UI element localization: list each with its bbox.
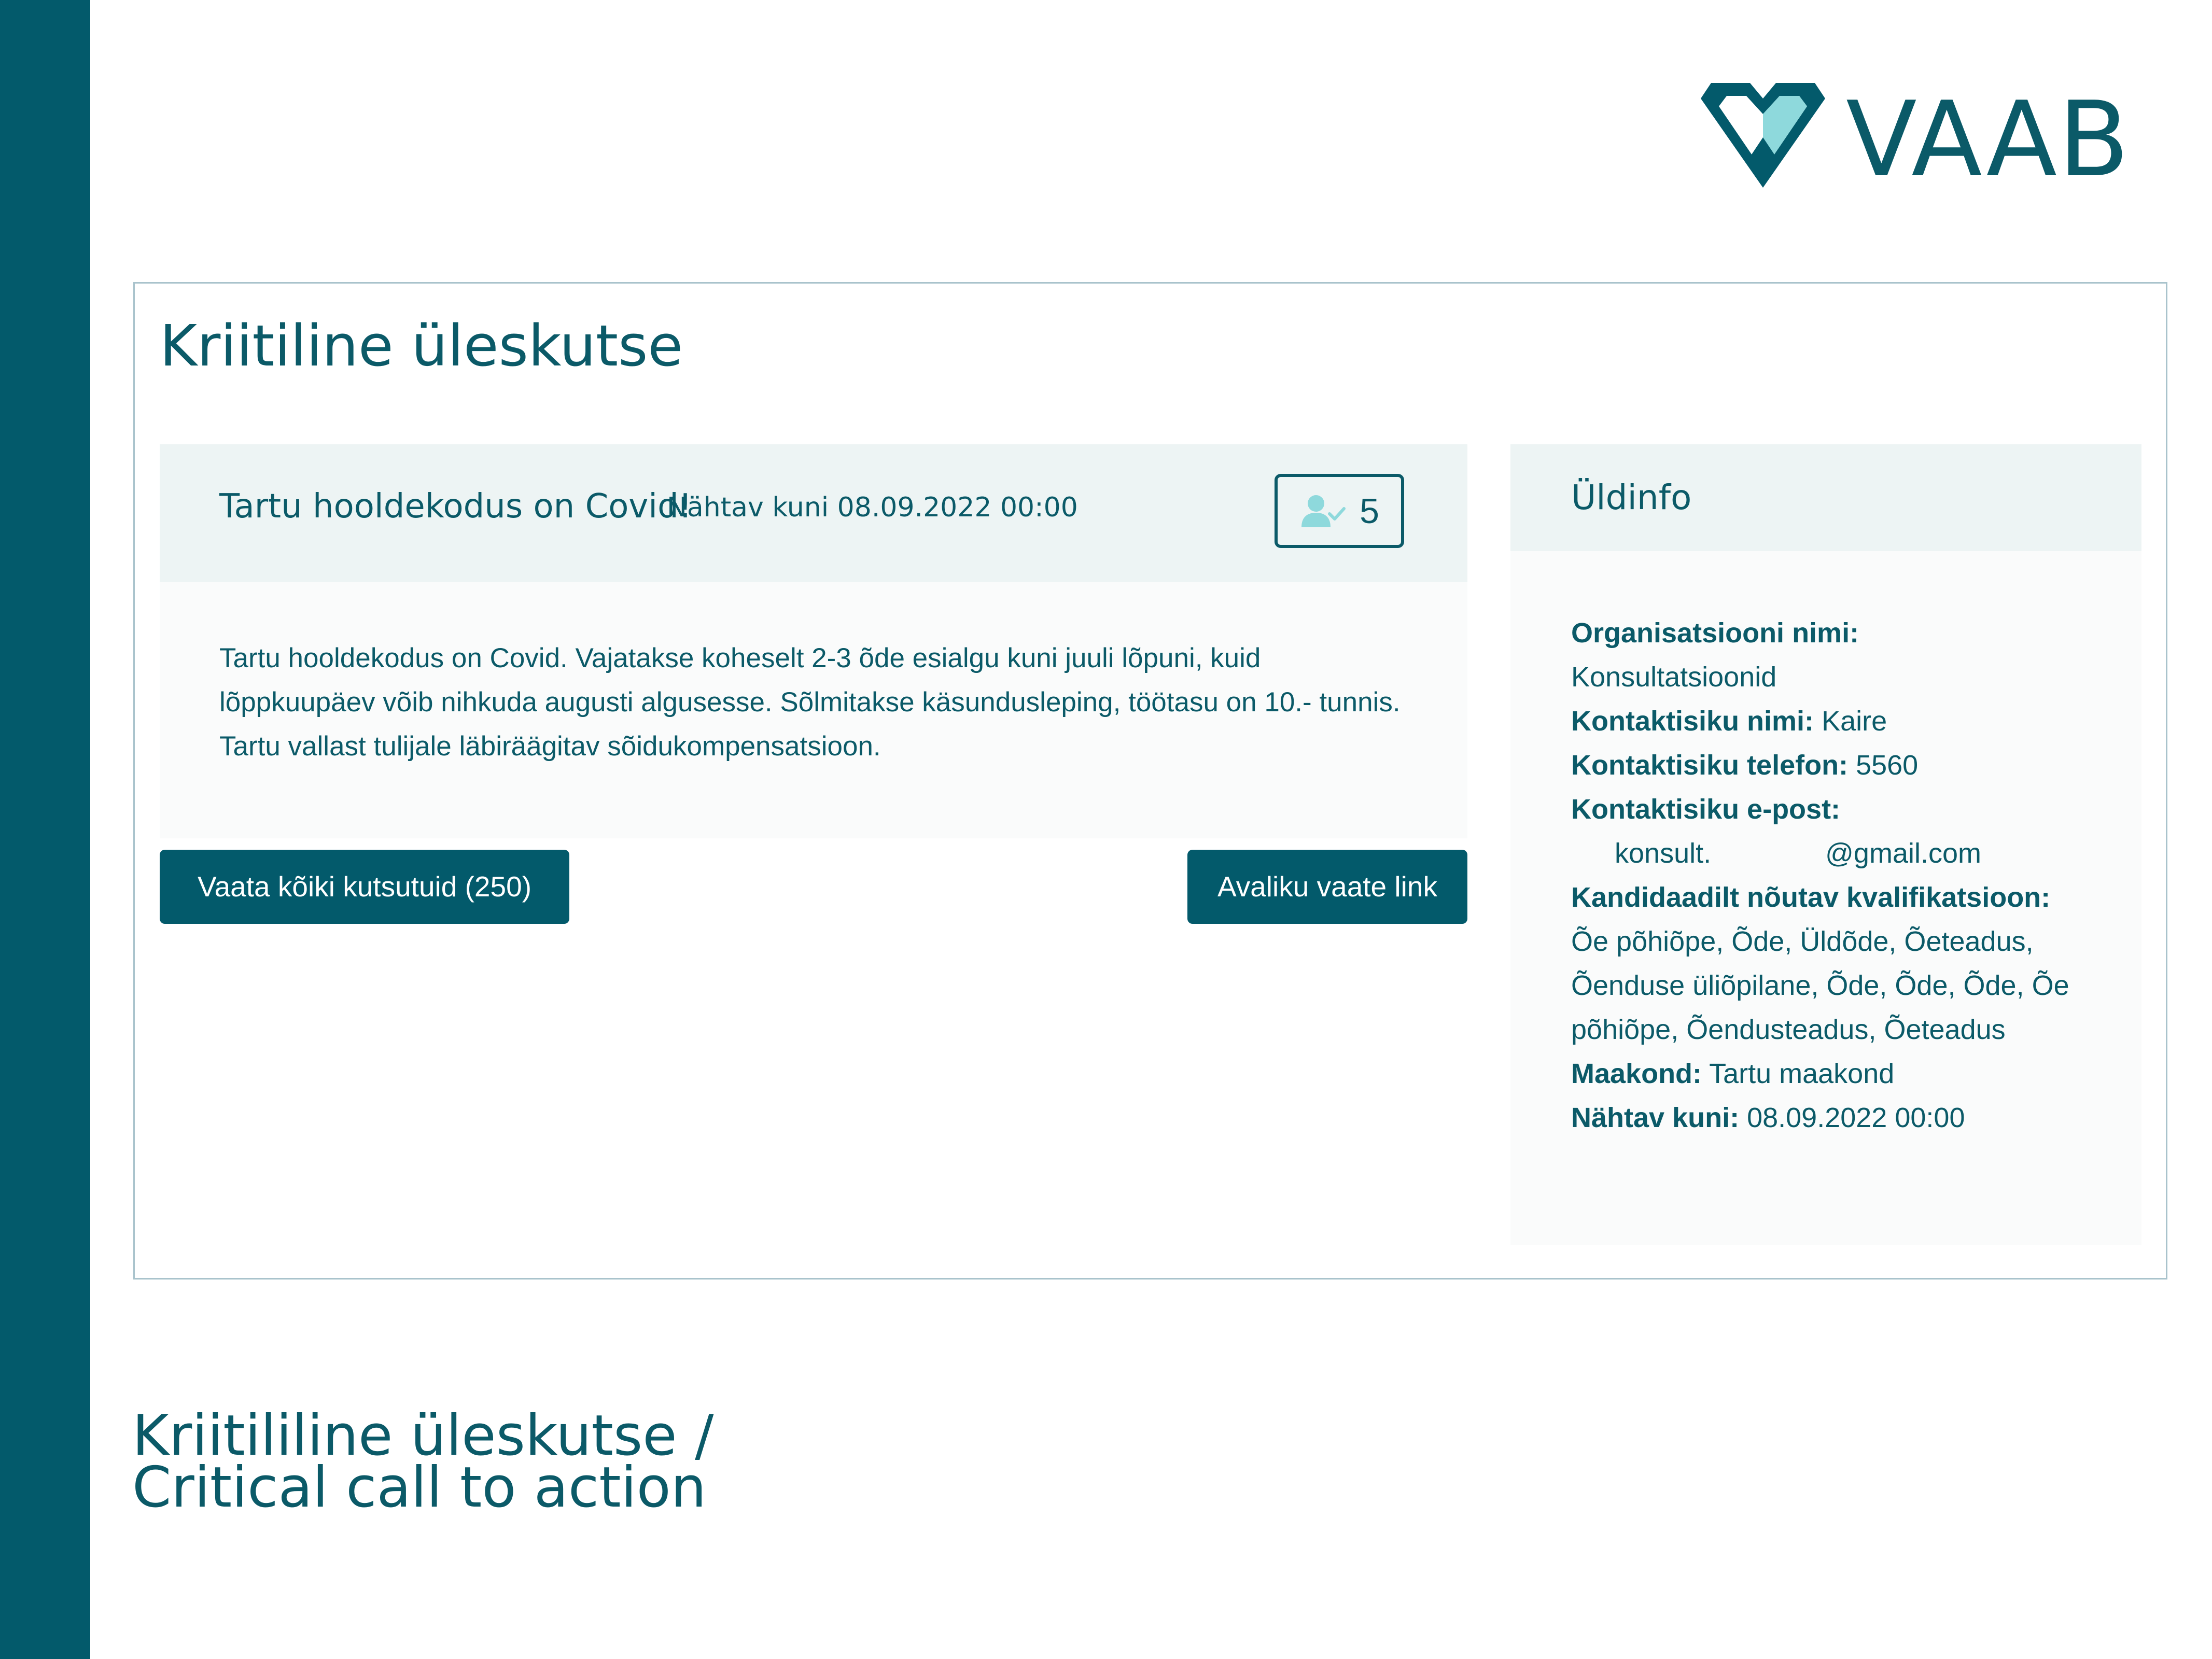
general-info-title: Üldinfo [1571,477,1692,517]
visible-until-value: 08.09.2022 00:00 [1747,1102,1965,1133]
general-info-card [1510,444,2141,1245]
public-view-link-button[interactable]: Avaliku vaate link [1187,850,1467,924]
visible-until-label: Nähtav kuni: [1571,1102,1740,1133]
county-value: Tartu maakond [1709,1058,1895,1089]
participant-count: 5 [1360,491,1379,531]
call-description: Tartu hooldekodus on Covid. Vajatakse koheselt 2-3 õde esialgu kuni juuli lõpuni, kuid lõppkuupäev võib nihkuda augusti algusesse. Sõlmitakse käsundusleping, töötasu on 10.- tunnis. Tartu vallast tulijale läbiräägitav sõidukompensatsioon. [219,643,1401,762]
vaab-logo [1696,78,2147,200]
caption-line-1: Kriitililine üleskutse / [132,1403,714,1468]
county-label: Maakond: [1571,1058,1702,1089]
contact-email-value [1571,832,2131,876]
contact-name-label: Kontaktisiku nimi: [1571,706,1814,737]
general-info-body [1571,611,2131,1140]
org-label: Organisatsiooni nimi: [1571,617,1859,649]
call-card-header [160,444,1467,582]
call-visible-until: Nähtav kuni 08.09.2022 00:00 [667,492,1078,523]
contact-email-label: Kontaktisiku e-post: [1571,794,1841,825]
page-title: Kriitiline üleskutse [160,313,683,379]
org-value: Konsultatsioonid [1571,662,1777,693]
email-part-2: @gmail.com [1825,838,1981,869]
sidebar-bar [0,0,90,1659]
critical-call-panel [133,282,2167,1280]
general-info-header [1510,444,2141,551]
contact-name-value: Kaire [1822,706,1887,737]
call-title: Tartu hooldekodus on Covid! [219,487,692,526]
email-part-1: konsult. [1615,838,1712,869]
heart-logo-icon [1696,78,1830,192]
slide-caption [132,1403,714,1520]
user-check-icon [1299,493,1346,529]
logo-wordmark: VAAB [1846,79,2131,200]
view-all-invited-button[interactable]: Vaata kõiki kutsutuid (250) [160,850,569,924]
contact-phone-value: 5560 [1856,750,1919,781]
caption-line-2: Critical call to action [132,1455,707,1520]
qualification-label: Kandidaadilt nõutav kvalifikatsioon: [1571,882,2051,913]
qualification-value: Õe põhiõpe, Õde, Üldõde, Õeteadus, Õenduse üliõpilane, Õde, Õde, Õde, Õe põhiõpe, Õendusteadus, Õeteadus [1571,926,2069,1045]
call-card [160,444,1467,838]
participant-count-button[interactable] [1275,474,1404,548]
contact-phone-label: Kontaktisiku telefon: [1571,750,1849,781]
